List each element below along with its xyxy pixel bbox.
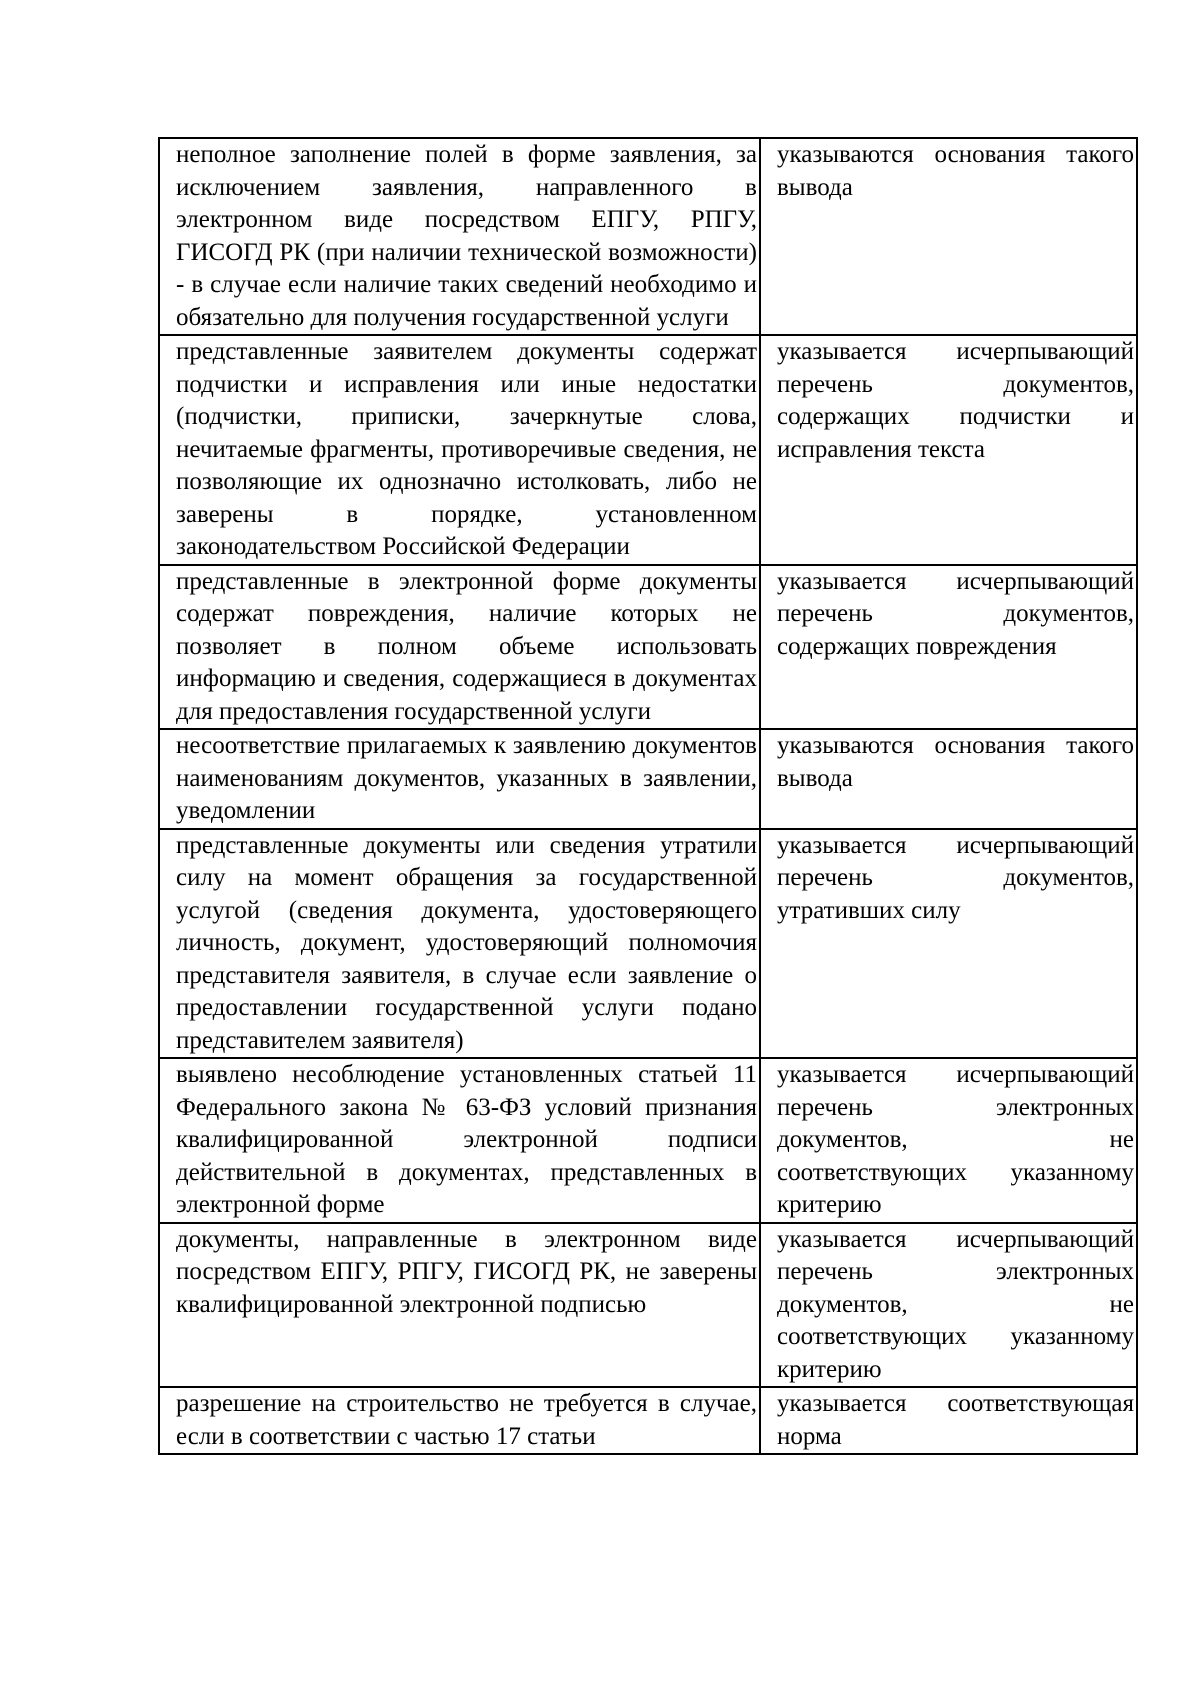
explanation-cell: указывается исчерпывающий перечень электронных документов, не соответствующих указанному критерию [760,1058,1137,1223]
explanation-cell: указываются основания такого вывода [760,138,1137,335]
explanation-cell: указывается исчерпывающий перечень электронных документов, не соответствующих указанному критерию [760,1223,1137,1388]
explanation-cell: указывается исчерпывающий перечень документов, утративших силу [760,829,1137,1059]
table-row [159,1223,1137,1388]
reason-cell: представленные документы или сведения утратили силу на момент обращения за государственной услугой (сведения документа, удостоверяющего личность, документ, удостоверяющий полномочия представителя заявителя, в случае если заявление о предоставлении государственной услуги подано представителем заявителя) [159,829,760,1059]
reason-cell: представленные в электронной форме документы содержат повреждения, наличие которых не позволяет в полном объеме использовать информацию и сведения, содержащиеся в документах для предоставления государственной услуги [159,565,760,730]
table-row [159,1058,1137,1223]
table-row [159,729,1137,829]
reason-cell: документы, направленные в электронном виде посредством ЕПГУ, РПГУ, ГИСОГД РК, не заверены квалифицированной электронной подписью [159,1223,760,1388]
explanation-cell: указывается соответствующая норма [760,1387,1137,1454]
table-row [159,829,1137,1059]
reason-cell: разрешение на строительство не требуется в случае, если в соответствии с частью 17 статьи [159,1387,760,1454]
explanation-cell: указывается исчерпывающий перечень документов, содержащих повреждения [760,565,1137,730]
table-row [159,1387,1137,1454]
table-row [159,335,1137,565]
explanation-cell: указывается исчерпывающий перечень документов, содержащих подчистки и исправления текста [760,335,1137,565]
table-row [159,138,1137,335]
refusal-grounds-table [158,137,1138,1455]
reason-cell: несоответствие прилагаемых к заявлению документов наименованиям документов, указанных в заявлении, уведомлении [159,729,760,829]
explanation-cell: указываются основания такого вывода [760,729,1137,829]
table-row [159,565,1137,730]
reason-cell: неполное заполнение полей в форме заявления, за исключением заявления, направленного в электронном виде посредством ЕПГУ, РПГУ, ГИСОГД РК (при наличии технической возможности) - в случае если наличие таких сведений необходимо и обязательно для получения государственной услуги [159,138,760,335]
reason-cell: представленные заявителем документы содержат подчистки и исправления или иные недостатки (подчистки, приписки, зачеркнутые слова, нечитаемые фрагменты, противоречивые сведения, не позволяющие их однозначно истолковать, либо не заверены в порядке, установленном законодательством Российской Федерации [159,335,760,565]
reason-cell: выявлено несоблюдение установленных статьей 11 Федерального закона № 63-ФЗ условий признания квалифицированной электронной подписи действительной в документах, представленных в электронной форме [159,1058,760,1223]
